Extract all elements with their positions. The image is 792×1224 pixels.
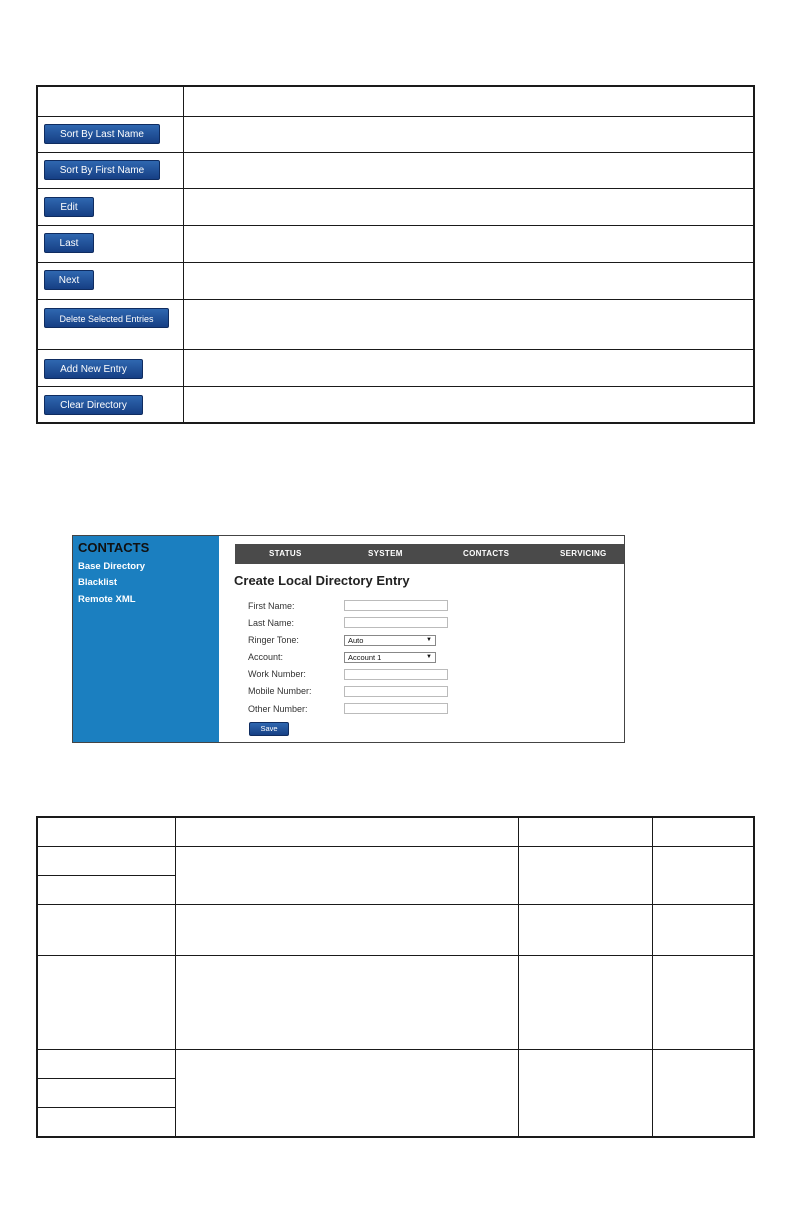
sidebar-title: CONTACTS xyxy=(78,540,150,555)
account-label: Account: xyxy=(248,652,284,662)
mobile-number-label: Mobile Number: xyxy=(248,686,312,696)
delete-selected-entries-button[interactable]: Delete Selected Entries xyxy=(44,308,169,328)
tab-contacts[interactable]: CONTACTS xyxy=(463,549,510,558)
sidebar-item-base-directory[interactable]: Base Directory xyxy=(78,561,146,572)
add-new-entry-button[interactable]: Add New Entry xyxy=(44,359,143,379)
mobile-number-input[interactable] xyxy=(344,686,448,697)
tab-servicing[interactable]: SERVICING xyxy=(560,549,607,558)
dropdown-arrow-icon: ▼ xyxy=(426,654,432,660)
work-number-label: Work Number: xyxy=(248,669,306,679)
sidebar-item-remote-xml[interactable]: Remote XML xyxy=(78,594,136,605)
clear-directory-button[interactable]: Clear Directory xyxy=(44,395,143,415)
sidebar-item-blacklist[interactable]: Blacklist xyxy=(78,577,118,588)
last-name-label: Last Name: xyxy=(248,618,295,628)
ringer-tone-select[interactable] xyxy=(344,635,436,646)
edit-button[interactable]: Edit xyxy=(44,197,94,217)
other-number-input[interactable] xyxy=(344,703,448,714)
contacts-sidebar xyxy=(73,536,219,742)
tab-status[interactable]: STATUS xyxy=(269,549,302,558)
sort-by-last-name-button[interactable]: Sort By Last Name xyxy=(44,124,160,144)
other-number-label: Other Number: xyxy=(248,704,308,714)
first-name-label: First Name: xyxy=(248,601,295,611)
work-number-input[interactable] xyxy=(344,669,448,680)
create-directory-entry-screenshot xyxy=(72,535,625,743)
dropdown-arrow-icon: ▼ xyxy=(426,637,432,643)
last-name-input[interactable] xyxy=(344,617,448,628)
last-button[interactable]: Last xyxy=(44,233,94,253)
account-value: Account 1 xyxy=(348,653,382,662)
page-title: Create Local Directory Entry xyxy=(234,573,410,588)
ringer-tone-label: Ringer Tone: xyxy=(248,635,299,645)
first-name-input[interactable] xyxy=(344,600,448,611)
ringer-tone-value: Auto xyxy=(348,636,364,645)
account-select[interactable] xyxy=(344,652,436,663)
save-button[interactable]: Save xyxy=(249,722,289,736)
tab-system[interactable]: SYSTEM xyxy=(368,549,403,558)
sort-by-first-name-button[interactable]: Sort By First Name xyxy=(44,160,160,180)
top-navigation xyxy=(235,544,625,564)
next-button[interactable]: Next xyxy=(44,270,94,290)
